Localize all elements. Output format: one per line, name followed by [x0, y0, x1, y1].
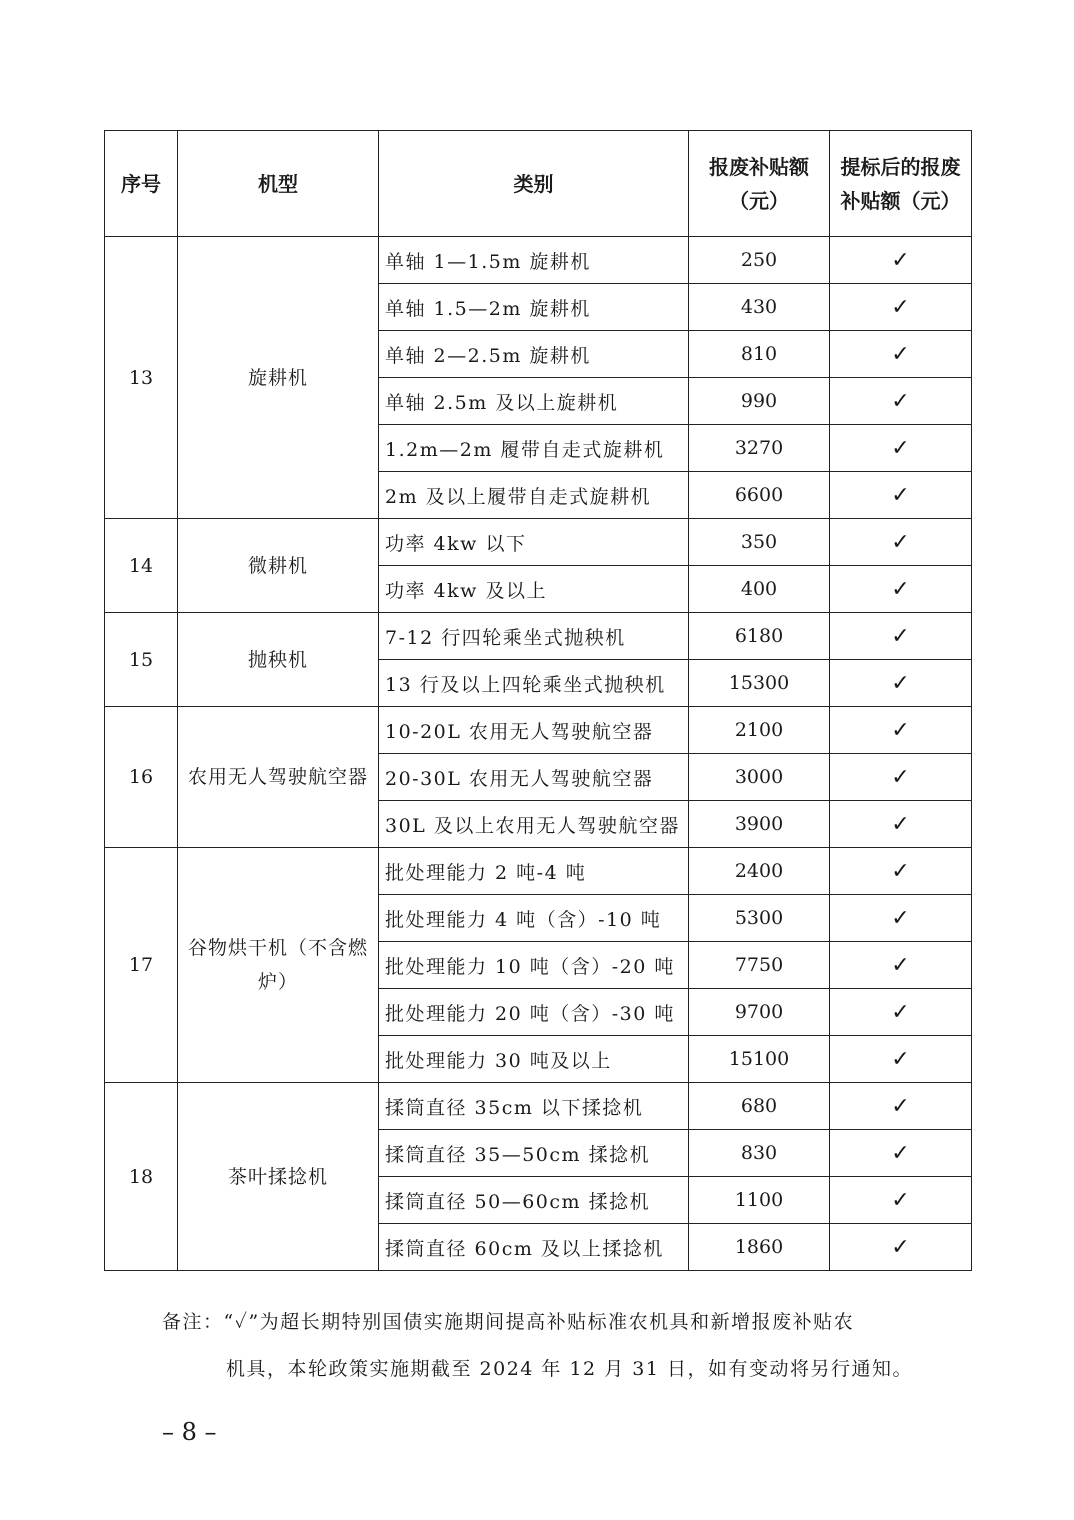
cell-model: 茶叶揉捻机 [178, 1083, 379, 1271]
cell-category: 揉筒直径 35cm 以下揉捻机 [379, 1083, 689, 1130]
cell-model: 微耕机 [178, 519, 379, 613]
cell-raised-subsidy [830, 942, 972, 989]
cell-raised-subsidy [830, 425, 972, 472]
cell-category: 批处理能力 30 吨及以上 [379, 1036, 689, 1083]
cell-subsidy-amount: 2400 [689, 848, 830, 895]
cell-raised-subsidy [830, 989, 972, 1036]
cell-subsidy-amount: 3900 [689, 801, 830, 848]
cell-subsidy-amount: 3000 [689, 754, 830, 801]
check-mark-icon: ✓ [891, 952, 910, 978]
check-mark-icon: ✓ [891, 717, 910, 743]
check-mark-icon: ✓ [891, 1093, 910, 1119]
check-mark-icon: ✓ [891, 1046, 910, 1072]
cell-subsidy-amount: 1860 [689, 1224, 830, 1271]
check-mark-icon: ✓ [891, 1234, 910, 1260]
cell-model: 谷物烘干机（不含燃炉） [178, 848, 379, 1083]
cell-raised-subsidy [830, 1224, 972, 1271]
page-number: – 8 – [162, 1418, 217, 1446]
cell-subsidy-amount: 1100 [689, 1177, 830, 1224]
table-row [105, 1083, 972, 1130]
table-row [105, 519, 972, 566]
cell-category: 批处理能力 4 吨（含）-10 吨 [379, 895, 689, 942]
check-mark-icon: ✓ [891, 576, 910, 602]
cell-category: 13 行及以上四轮乘坐式抛秧机 [379, 660, 689, 707]
check-mark-icon: ✓ [891, 1187, 910, 1213]
cell-category: 10-20L 农用无人驾驶航空器 [379, 707, 689, 754]
table-row [105, 707, 972, 754]
check-mark-icon: ✓ [891, 811, 910, 837]
header-raised-line1: 提标后的报废 [840, 154, 961, 179]
cell-raised-subsidy [830, 237, 972, 284]
cell-raised-subsidy [830, 801, 972, 848]
cell-model: 旋耕机 [178, 237, 379, 519]
check-mark-icon: ✓ [891, 858, 910, 884]
cell-subsidy-amount: 830 [689, 1130, 830, 1177]
table-row [105, 848, 972, 895]
cell-raised-subsidy [830, 472, 972, 519]
cell-subsidy-amount: 250 [689, 237, 830, 284]
cell-subsidy-amount: 350 [689, 519, 830, 566]
cell-category: 揉筒直径 50—60cm 揉捻机 [379, 1177, 689, 1224]
cell-subsidy-amount: 9700 [689, 989, 830, 1036]
table-row [105, 237, 972, 284]
header-raised-subsidy [830, 131, 972, 237]
cell-subsidy-amount: 2100 [689, 707, 830, 754]
cell-subsidy-amount: 15100 [689, 1036, 830, 1083]
subsidy-table [104, 130, 972, 1271]
cell-subsidy-amount: 430 [689, 284, 830, 331]
cell-category: 单轴 1.5—2m 旋耕机 [379, 284, 689, 331]
cell-category: 2m 及以上履带自走式旋耕机 [379, 472, 689, 519]
header-model: 机型 [178, 131, 379, 237]
check-mark-icon: ✓ [891, 388, 910, 414]
check-mark-icon: ✓ [891, 764, 910, 790]
check-mark-icon: ✓ [891, 999, 910, 1025]
cell-seq: 16 [105, 707, 178, 848]
cell-subsidy-amount: 990 [689, 378, 830, 425]
check-mark-icon: ✓ [891, 529, 910, 555]
header-subsidy-line1: 报废补贴额 [709, 154, 809, 179]
cell-raised-subsidy [830, 331, 972, 378]
note-line-1: 备注：“✓”为超长期特别国债实施期间提高补贴标准农机具和新增报废补贴农 [162, 1311, 855, 1333]
cell-model: 抛秧机 [178, 613, 379, 707]
check-mark-icon: ✓ [891, 670, 910, 696]
cell-raised-subsidy [830, 1036, 972, 1083]
cell-category: 揉筒直径 60cm 及以上揉捻机 [379, 1224, 689, 1271]
header-raised-line2: 补贴额（元） [840, 188, 961, 213]
cell-raised-subsidy [830, 848, 972, 895]
cell-raised-subsidy [830, 707, 972, 754]
cell-raised-subsidy [830, 519, 972, 566]
cell-category: 单轴 1—1.5m 旋耕机 [379, 237, 689, 284]
cell-category: 批处理能力 2 吨-4 吨 [379, 848, 689, 895]
header-category: 类别 [379, 131, 689, 237]
cell-raised-subsidy [830, 1130, 972, 1177]
cell-category: 单轴 2—2.5m 旋耕机 [379, 331, 689, 378]
check-mark-icon: ✓ [891, 341, 910, 367]
cell-raised-subsidy [830, 566, 972, 613]
check-mark-icon: ✓ [891, 294, 910, 320]
cell-category: 功率 4kw 及以上 [379, 566, 689, 613]
cell-subsidy-amount: 6180 [689, 613, 830, 660]
note-line-2: 机具，本轮政策实施期截至 2024 年 12 月 31 日，如有变动将另行通知。 [226, 1358, 913, 1380]
cell-raised-subsidy [830, 1177, 972, 1224]
cell-category: 1.2m—2m 履带自走式旋耕机 [379, 425, 689, 472]
cell-category: 功率 4kw 以下 [379, 519, 689, 566]
cell-seq: 18 [105, 1083, 178, 1271]
cell-subsidy-amount: 400 [689, 566, 830, 613]
cell-subsidy-amount: 680 [689, 1083, 830, 1130]
cell-raised-subsidy [830, 660, 972, 707]
cell-raised-subsidy [830, 895, 972, 942]
cell-category: 7-12 行四轮乘坐式抛秧机 [379, 613, 689, 660]
check-mark-icon: ✓ [891, 1140, 910, 1166]
cell-category: 单轴 2.5m 及以上旋耕机 [379, 378, 689, 425]
cell-subsidy-amount: 7750 [689, 942, 830, 989]
table-header-row [105, 131, 972, 237]
cell-subsidy-amount: 6600 [689, 472, 830, 519]
header-subsidy-line2: （元） [729, 188, 789, 213]
table-row [105, 613, 972, 660]
cell-raised-subsidy [830, 754, 972, 801]
cell-model: 农用无人驾驶航空器 [178, 707, 379, 848]
cell-seq: 15 [105, 613, 178, 707]
check-mark-icon: ✓ [891, 435, 910, 461]
check-mark-icon: ✓ [891, 905, 910, 931]
cell-seq: 13 [105, 237, 178, 519]
cell-category: 批处理能力 10 吨（含）-20 吨 [379, 942, 689, 989]
cell-category: 批处理能力 20 吨（含）-30 吨 [379, 989, 689, 1036]
header-seq: 序号 [105, 131, 178, 237]
header-subsidy [689, 131, 830, 237]
cell-seq: 14 [105, 519, 178, 613]
cell-raised-subsidy [830, 284, 972, 331]
cell-category: 30L 及以上农用无人驾驶航空器 [379, 801, 689, 848]
cell-seq: 17 [105, 848, 178, 1083]
cell-subsidy-amount: 3270 [689, 425, 830, 472]
cell-category: 揉筒直径 35—50cm 揉捻机 [379, 1130, 689, 1177]
cell-raised-subsidy [830, 1083, 972, 1130]
table-body [105, 237, 972, 1271]
cell-category: 20-30L 农用无人驾驶航空器 [379, 754, 689, 801]
cell-subsidy-amount: 15300 [689, 660, 830, 707]
cell-subsidy-amount: 5300 [689, 895, 830, 942]
cell-raised-subsidy [830, 613, 972, 660]
cell-subsidy-amount: 810 [689, 331, 830, 378]
check-mark-icon: ✓ [891, 623, 910, 649]
check-mark-icon: ✓ [891, 482, 910, 508]
check-mark-icon: ✓ [891, 247, 910, 273]
cell-raised-subsidy [830, 378, 972, 425]
